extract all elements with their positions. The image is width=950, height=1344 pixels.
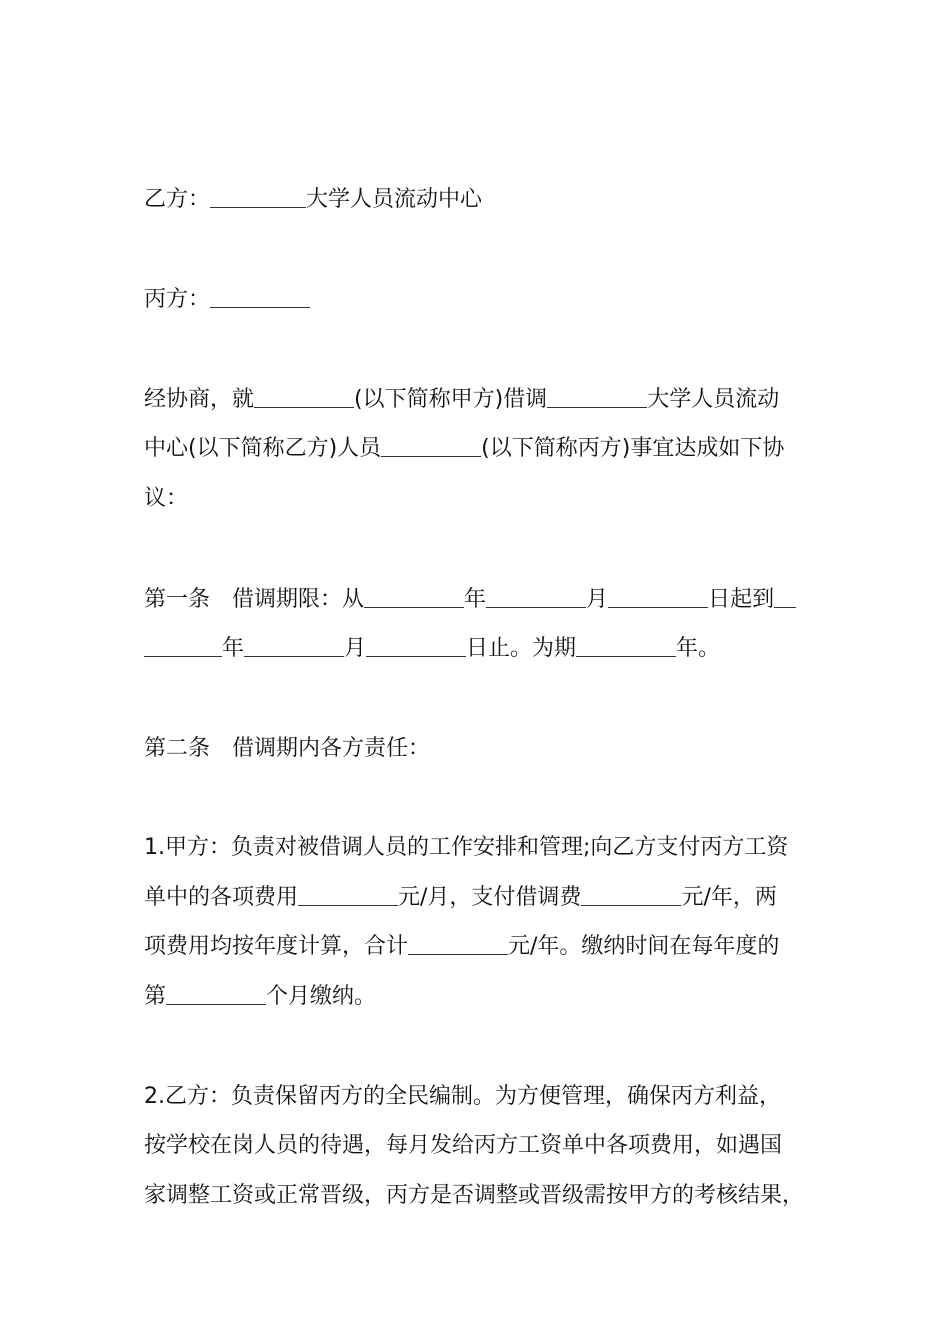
article-1-line-1	[144, 585, 796, 615]
intro-line-2	[144, 434, 784, 464]
article-1-text: 年。	[676, 636, 721, 661]
blank-field	[381, 434, 481, 457]
blank-field	[408, 932, 508, 955]
party-b-line	[144, 185, 482, 215]
intro-text: 议：	[144, 486, 189, 511]
article-2-title: 第二条	[144, 736, 211, 761]
intro-text: (以下简称甲方)借调	[354, 387, 548, 412]
party-b-label: 乙方：	[144, 187, 211, 212]
blank-field	[254, 385, 354, 408]
item-1-text: 项费用均按年度计算，合计	[144, 934, 409, 959]
blank-field	[608, 585, 708, 608]
item-1-text: 元/年。缴纳时间在每年度的	[508, 934, 780, 959]
party-b-suffix: 大学人员流动中心	[306, 187, 483, 212]
intro-text: 大学人员流动	[647, 387, 780, 412]
item-1-line-3	[144, 932, 779, 962]
blank-field	[364, 585, 464, 608]
blank-field	[366, 634, 466, 657]
item-2-line-2	[144, 1131, 782, 1161]
item-2-line-1	[144, 1082, 781, 1112]
intro-line-1	[144, 385, 779, 415]
article-1-text: 借调期限：从	[232, 587, 365, 612]
article-1-text: 日止。为期	[466, 636, 577, 661]
blank-field	[210, 285, 310, 308]
item-1-text: 第	[144, 984, 167, 1009]
article-2-heading: 借调期内各方责任：	[232, 736, 431, 761]
item-1-line-2	[144, 883, 777, 913]
item-1-text: 1.甲方：负责对被借调人员的工作安排和管理;向乙方支付丙方工资	[144, 835, 789, 860]
intro-text: 经协商，就	[144, 387, 255, 412]
article-1-line-2	[144, 634, 720, 664]
blank-field	[144, 634, 222, 657]
item-1-line-1	[144, 833, 788, 863]
blank-field	[581, 883, 681, 906]
article-1-text: 日起到	[708, 587, 775, 612]
blank-field	[486, 585, 586, 608]
item-1-line-4	[144, 982, 376, 1012]
party-c-line	[144, 285, 310, 315]
item-1-text: 元/月，支付借调费	[398, 885, 582, 910]
item-2-text: 按学校在岗人员的待遇，每月发给丙方工资单中各项费用，如遇国	[144, 1133, 783, 1158]
blank-field	[210, 185, 306, 208]
blank-field	[576, 634, 676, 657]
intro-line-3	[144, 484, 188, 514]
article-1-text: 年	[464, 587, 487, 612]
item-2-text: 2.乙方：负责保留丙方的全民编制。为方便管理，确保丙方利益，	[144, 1084, 781, 1109]
blank-field	[244, 634, 344, 657]
item-1-text: 单中的各项费用	[144, 885, 299, 910]
article-2-line	[144, 734, 430, 764]
item-1-text: 元/年，两	[681, 885, 777, 910]
blank-field	[298, 883, 398, 906]
blank-field	[166, 982, 266, 1005]
article-1-text: 月	[344, 636, 367, 661]
blank-field	[774, 585, 796, 608]
article-1-title: 第一条	[144, 587, 211, 612]
intro-text: (以下简称丙方)事宜达成如下协	[481, 436, 785, 461]
item-1-text: 个月缴纳。	[266, 984, 377, 1009]
intro-text: 中心(以下简称乙方)人员	[144, 436, 382, 461]
party-c-label: 丙方：	[144, 287, 211, 312]
article-1-text: 月	[586, 587, 609, 612]
item-2-line-3	[144, 1181, 804, 1211]
blank-field	[547, 385, 647, 408]
item-2-text: 家调整工资或正常晋级，丙方是否调整或晋级需按甲方的考核结果，	[144, 1183, 805, 1208]
article-1-text: 年	[222, 636, 245, 661]
